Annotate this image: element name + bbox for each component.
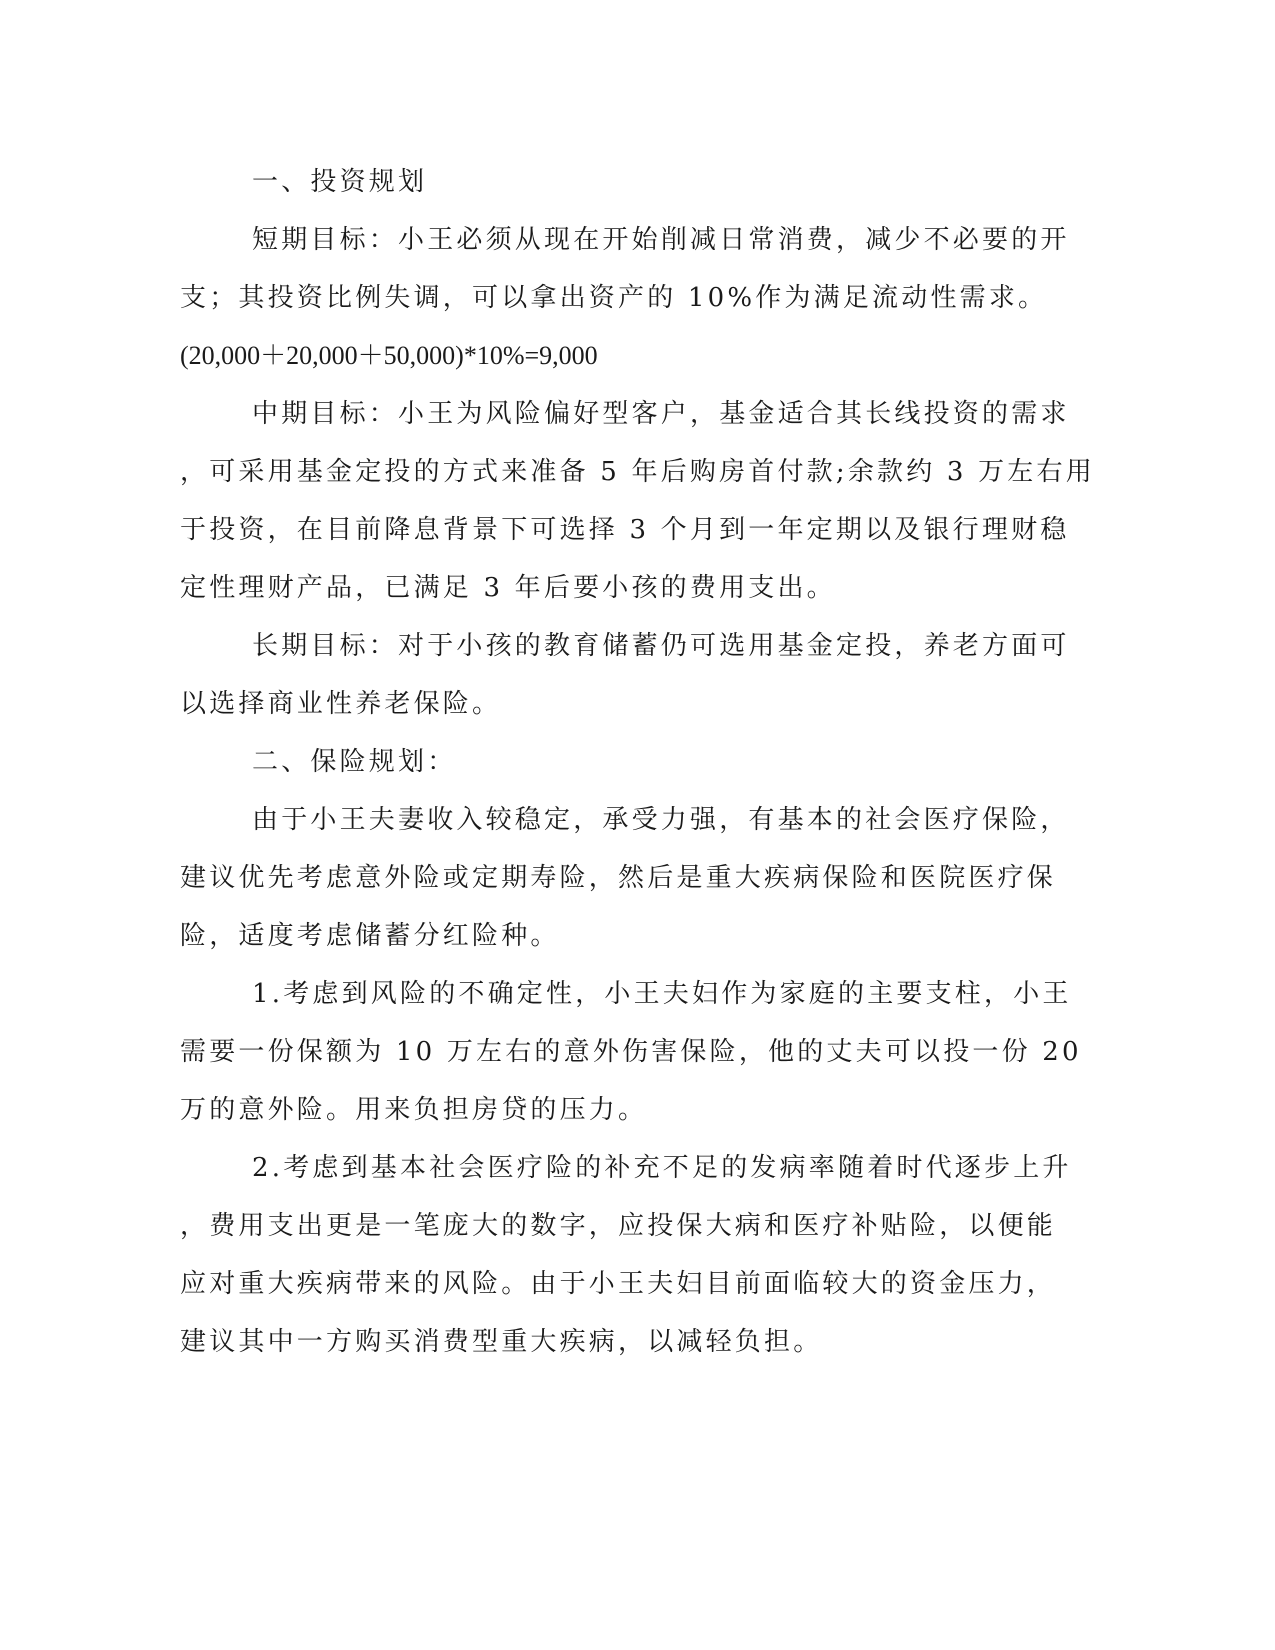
paragraph-line: 长期目标：对于小孩的教育储蓄仍可选用基金定投，养老方面可 — [252, 631, 1070, 661]
paragraph-line: 建议优先考虑意外险或定期寿险，然后是重大疾病保险和医院医疗保 — [180, 863, 1057, 893]
paragraph-line: 需要一份保额为 10 万左右的意外伤害保险，他的丈夫可以投一份 20 — [180, 1037, 1082, 1067]
paragraph-line: 以选择商业性养老保险。 — [180, 689, 502, 719]
paragraph-line: ，可采用基金定投的方式来准备 5 年后购房首付款;余款约 3 万左右用 — [180, 457, 1095, 487]
paragraph-line: 险，适度考虑储蓄分红险种。 — [180, 921, 560, 951]
paragraph-line: 建议其中一方购买消费型重大疾病，以减轻负担。 — [180, 1327, 823, 1357]
paragraph-line: 万的意外险。用来负担房贷的压力。 — [180, 1095, 648, 1125]
paragraph-line: 1.考虑到风险的不确定性，小王夫妇作为家庭的主要支柱，小王 — [252, 979, 1072, 1009]
paragraph-line: 由于小王夫妻收入较稳定，承受力强，有基本的社会医疗保险， — [252, 805, 1070, 835]
paragraph-line: ，费用支出更是一笔庞大的数字，应投保大病和医疗补贴险，以便能 — [180, 1211, 1057, 1241]
paragraph-line: 于投资，在目前降息背景下可选择 3 个月到一年定期以及银行理财稳 — [180, 515, 1070, 545]
paragraph-line: 应对重大疾病带来的风险。由于小王夫妇目前面临较大的资金压力， — [180, 1269, 1057, 1299]
paragraph-line: 定性理财产品，已满足 3 年后要小孩的费用支出。 — [180, 573, 836, 603]
section-heading-insurance: 二、保险规划： — [252, 747, 457, 777]
paragraph-line: 2.考虑到基本社会医疗险的补充不足的发病率随着时代逐步上升 — [252, 1153, 1072, 1183]
paragraph-line: 短期目标：小王必须从现在开始削减日常消费，减少不必要的开 — [252, 225, 1070, 255]
paragraph-line: 中期目标：小王为风险偏好型客户，基金适合其长线投资的需求 — [252, 399, 1070, 429]
paragraph-line: 支；其投资比例失调，可以拿出资产的 10%作为满足流动性需求。 — [180, 283, 1048, 313]
section-heading-investment: 一、投资规划 — [252, 167, 428, 197]
document-body — [180, 153, 1095, 1371]
formula-line: (20,000＋20,000＋50,000)*10%=9,000 — [180, 341, 598, 370]
